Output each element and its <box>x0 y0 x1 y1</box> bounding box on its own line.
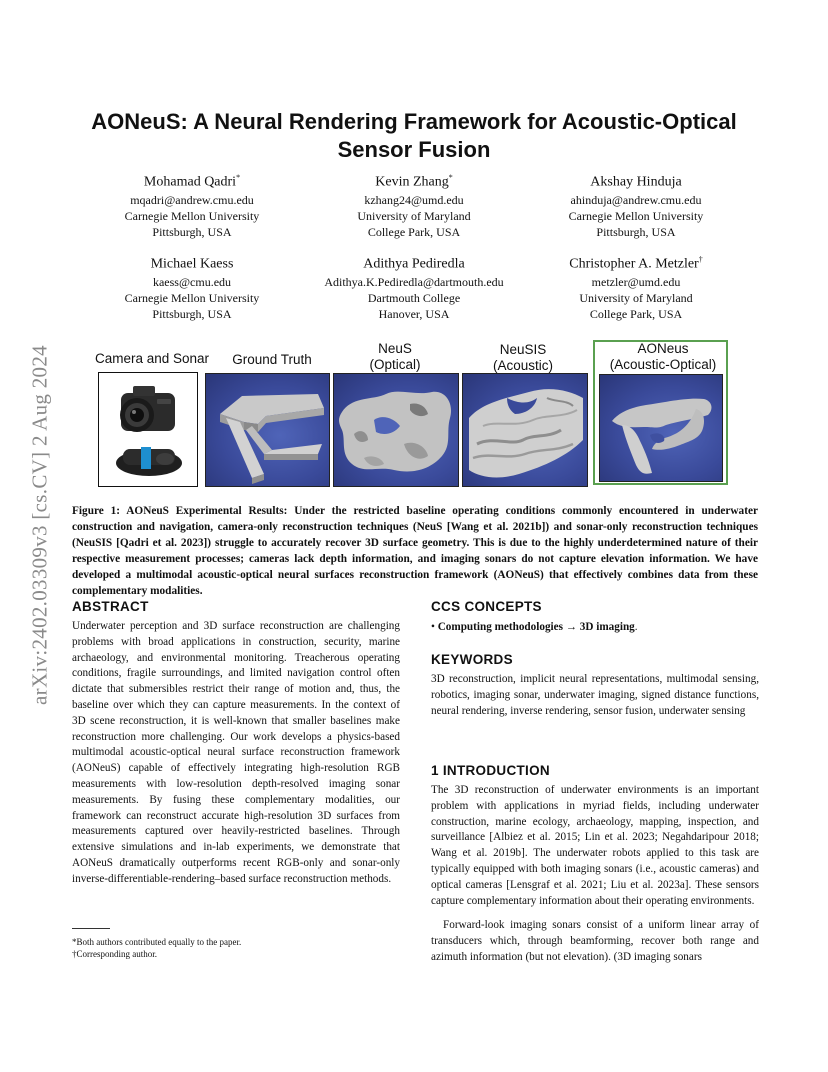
author-mark: † <box>698 255 703 264</box>
author-affiliation: Carnegie Mellon University <box>124 290 260 305</box>
introduction-paragraph-1: The 3D reconstruction of underwater environments is an important problem with applications in myriad fields, including underwater construction, marine ecology, archaeology, mapping, inspection, and surveillance [Albiez et al. 2015; Lin et al. 2023; Negahdaripour 2018; Wang et al. 2019b]. The underwater robots applied to this task are typically equipped with both imaging sonars (i.e., acoustic cameras) and optical cameras [Lensgraf et al. 2021; Liu et al. 2023a]. These sensors capture complementary information about their operating environments. <box>431 784 759 907</box>
author-email: kaess@cmu.edu <box>152 274 232 289</box>
keywords-heading: KEYWORDS <box>431 652 513 667</box>
figure-label-aoneus: AONeus (Acoustic-Optical) <box>609 341 717 372</box>
author-block <box>521 250 751 322</box>
author-affiliation: University of Maryland <box>357 208 471 223</box>
keywords-text: 3D reconstruction, implicit neural representations, multimodal sensing, robotics, imaging sonar, underwater imaging, signed distance functions, neural rendering, inverse rendering, sensor fusion, underwater sensing <box>431 673 759 717</box>
author-mark: * <box>236 173 241 182</box>
abstract-text: Underwater perception and 3D surface reconstruction are challenging problems with broad applications in construction, security, marine archaeology, and environmental monitoring. Treacherous operating conditions, fragile surroundings, and limited navigation control often dictate that submersibles restrict their range of motion and, thus, the baseline over which they can capture measurements. In the context of 3D scene reconstruction, it is well-known that smaller baselines make reconstruction more challenging. Our work develops a physics-based multimodal acoustic-optical neural surface reconstruction framework (AONeuS) capable of effectively integrating high-resolution RGB measurements with low-resolution depth-resolved imaging sonar measurements. By fusing these complementary modalities, our framework can reconstruct accurate high-resolution 3D surfaces from measurements captured over heavily-restricted baselines. Through extensive simulations and in-lab experiments, we demonstrate that AONeuS dramatically outperforms recent RGB-only and sonar-only inverse-differentiable-rendering–based surface reconstruction methods. <box>72 620 400 885</box>
footnote-equal-contribution: *Both authors contributed equally to the paper. <box>72 937 242 947</box>
ground-truth-render <box>206 374 329 486</box>
author-location: Pittsburgh, USA <box>152 306 232 321</box>
author-email: ahinduja@andrew.cmu.edu <box>570 192 702 207</box>
author-location: Hanover, USA <box>378 306 450 321</box>
ccs-trailing-period: . <box>634 621 638 633</box>
footnote-divider <box>72 928 110 929</box>
author-location: Pittsburgh, USA <box>152 224 232 239</box>
author-name: Michael Kaess <box>150 256 234 272</box>
author-block <box>299 168 529 240</box>
arxiv-identifier: arXiv:2402.03309v3 [cs.CV] 2 Aug 2024 <box>27 345 52 705</box>
figure-label-neus: NeuS (Optical) <box>369 341 421 372</box>
author-email: mqadri@andrew.cmu.edu <box>130 192 254 207</box>
figure-panel-camera-sonar <box>98 372 198 487</box>
footnotes <box>72 936 400 960</box>
figure-panel-ground-truth <box>205 373 330 487</box>
paper-title <box>74 108 754 164</box>
introduction-paragraph-2: Forward-look imaging sonars consist of a uniform linear array of transducers which, through beamforming, recover both range and azimuth information (but not elevation). (3D imaging sonars <box>431 919 759 963</box>
title-line-1: AONeuS: A Neural Rendering Framework for Acoustic-Optical <box>91 109 737 134</box>
figure-caption: Figure 1: AONeuS Experimental Results: Under the restricted baseline operating conditions commonly encountered in underwater construction and navigation, camera-only reconstruction techniques (NeuS [Wang et al. 2021b]) and sonar-only reconstruction techniques (NeuSIS [Qadri et al. 2023]) struggle to accurately recover 3D surface geometry. This is due to the highly underdetermined nature of their respective measurement processes; cameras lack depth information, and imaging sonars do not capture elevation information. We have developed a multimodal acoustic-optical neural surfaces reconstruction framework (AONeuS) that effectively combines data from these complementary modalities. <box>72 505 758 597</box>
ccs-concepts <box>431 620 759 636</box>
author-location: Pittsburgh, USA <box>596 224 676 239</box>
footnote-corresponding-author: †Corresponding author. <box>72 949 157 959</box>
figure-label-camera-sonar: Camera and Sonar <box>94 351 210 366</box>
figure-label-ground-truth: Ground Truth <box>232 352 312 367</box>
author-email: metzler@umd.edu <box>591 274 681 289</box>
author-block <box>77 168 307 240</box>
abstract-heading: ABSTRACT <box>72 599 149 614</box>
author-block <box>299 250 529 322</box>
figure-panel-aoneus <box>599 374 723 482</box>
camera-and-sonar-image <box>99 373 197 486</box>
ccs-concept-text: Computing methodologies → 3D imaging <box>437 621 635 633</box>
author-affiliation: Dartmouth College <box>367 290 461 305</box>
author-affiliation: Carnegie Mellon University <box>568 208 704 223</box>
author-affiliation: Carnegie Mellon University <box>124 208 260 223</box>
figure-label-neusis: NeuSIS (Acoustic) <box>492 342 553 373</box>
ccs-bullet: • <box>431 621 435 633</box>
neusis-reconstruction-render <box>463 374 587 486</box>
author-name: Adithya Pediredla <box>363 256 465 272</box>
aoneus-reconstruction-render <box>600 375 722 481</box>
ccs-heading: CCS CONCEPTS <box>431 599 542 614</box>
author-name: Akshay Hinduja <box>590 174 682 190</box>
figure-panel-neusis <box>462 373 588 487</box>
author-name: Christopher A. Metzler <box>569 256 699 272</box>
author-email: Adithya.K.Pediredla@dartmouth.edu <box>324 274 504 289</box>
author-affiliation: University of Maryland <box>579 290 693 305</box>
introduction-heading: 1 INTRODUCTION <box>431 763 550 778</box>
neus-reconstruction-render <box>334 374 458 486</box>
author-mark: * <box>448 173 453 182</box>
title-line-2: Sensor Fusion <box>337 137 491 162</box>
author-name: Mohamad Qadri <box>143 174 237 190</box>
author-block <box>521 168 751 240</box>
author-location: College Park, USA <box>367 224 461 239</box>
author-name: Kevin Zhang <box>375 174 449 190</box>
figure-panel-neus <box>333 373 459 487</box>
author-email: kzhang24@umd.edu <box>364 192 464 207</box>
author-block <box>77 250 307 322</box>
author-location: College Park, USA <box>589 306 683 321</box>
